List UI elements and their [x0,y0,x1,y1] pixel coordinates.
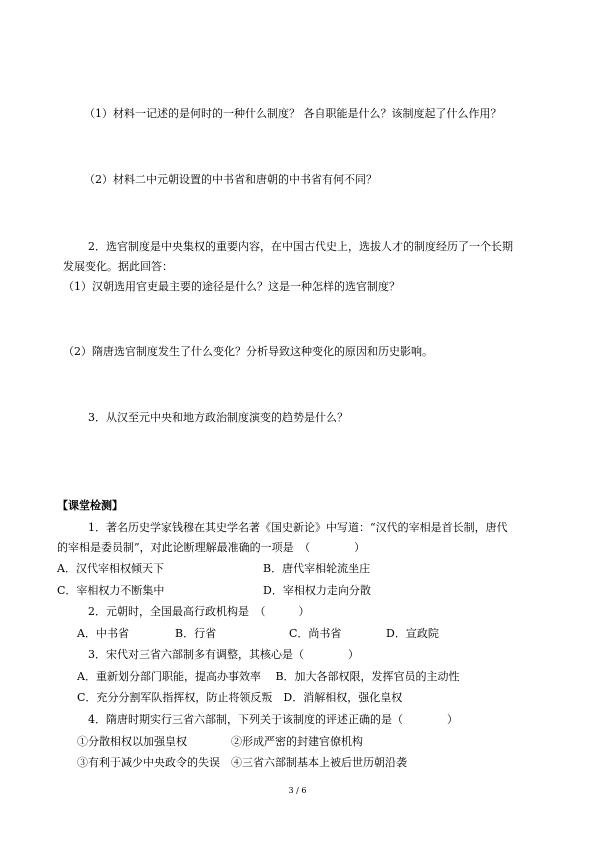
item-2-option-b: B．行省 [175,627,217,640]
item-3-stem: 3．宋代对三省六部制多有调整，其核心是（ ） [88,648,359,661]
item-1-option-a: A．汉代宰相权倾天下 [57,562,164,575]
item-4-stem: 4．隋唐时期实行三省六部制，下列关于该制度的评述正确的是（ ） [88,713,458,726]
item-1-option-b: B．唐代宰相轮流坐庄 [263,562,371,575]
question-2-stem-line1: 2．选官制度是中央集权的重要内容，在中国古代史上，选拔人才的制度经历了一个长期 [88,240,513,253]
page-number: 3 / 6 [288,786,307,795]
item-3-options-cd: C．充分分割军队指挥权，防止将领反叛 D．消解相权，强化皇权 [77,691,403,704]
item-3-options-ab: A．重新划分部门职能，提高办事效率 B．加大各部权限，发挥官员的主动性 [77,670,460,683]
item-1-stem-line1: 1．著名历史学家钱穆在其史学名著《国史新论》中写道：“汉代的宰相是首长制，唐代 [88,521,508,534]
question-3: 3．从汉至元中央和地方政治制度演变的趋势是什么？ [88,411,348,424]
item-1-option-c: C．宰相权力不断集中 [57,584,165,597]
section-heading: 【课堂检测】 [57,499,123,512]
item-2-option-d: D．宣政院 [386,627,439,640]
item-2-option-c: C．尚书省 [289,627,342,640]
question-1-2: （2）材料二中元朝设置的中书省和唐朝的中书省有何不同？ [84,173,377,186]
item-1-option-d: D．宰相权力走向分散 [263,584,371,597]
item-2-option-a: A．中书省 [77,627,129,640]
item-4-options-34: ③有利于减少中央政令的失误 ④三省六部制基本上被后世历朝沿袭 [77,756,407,769]
question-2-stem-line2: 发展变化。据此回答： [63,260,173,273]
item-1-stem-line2: 的宰相是委员制”，对此论断理解最准确的一项是 （ ） [57,541,366,554]
question-2-2: （2）隋唐选官制度发生了什么变化？分析导致这种变化的原因和历史影响。 [63,345,433,358]
question-1-1: （1）材料一记述的是何时的一种什么制度？ 各自职能是什么？该制度起了什么作用？ [84,107,502,120]
item-2-stem: 2．元朝时，全国最高行政机构是 （ ） [88,605,310,618]
item-4-options-12: ①分散相权以加强皇权 ②形成严密的封建官僚机构 [77,735,363,748]
question-2-1: （1）汉朝选用官吏最主要的途径是什么？这是一种怎样的选官制度？ [63,280,400,293]
